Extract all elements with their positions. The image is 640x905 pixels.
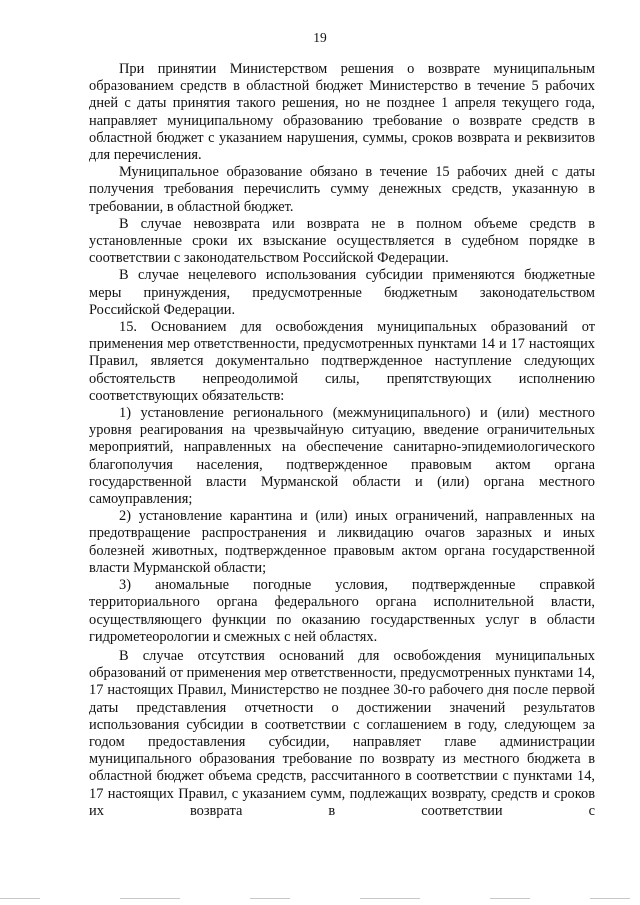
scan-edge-marks xyxy=(0,893,640,905)
paragraph-court-recovery: В случае невозврата или возврата не в полном объеме средств в установленные сроки их взыскание осуществляется в судебном порядке в соответствии с законодательством Российской Федерации. xyxy=(89,215,595,267)
list-item-weather: 3) аномальные погодные условия, подтвержденные справкой территориального органа федерального органа исполнительной власти, осуществляющего функции по оказанию государственных услуг в области гидрометеорологии и смежных с ней областях. xyxy=(89,577,595,645)
scan-mark xyxy=(490,898,530,899)
paragraph-return-decision: При принятии Министерством решения о возврате муниципальным образованием средств в областной бюджет Министерство в течение 5 рабочих дней с даты принятия такого решения, но не позднее 1 апреля текущего года, направляет муниципальному образованию требование о возврате средств в областной бюджет с указанием нарушения, суммы, сроков возврата и реквизитов для перечисления. xyxy=(89,61,595,164)
scan-mark xyxy=(250,898,290,899)
list-item-emergency: 1) установление регионального (межмуниципального) и (или) местного уровня реагирования на чрезвычайную ситуацию, введение ограничительных мероприятий, направленных на обеспечение санитарно-эпидемиологического благополучия населения, подтвержденное правовым актом органа государственной власти Мурманской области и (или) органа местного самоуправления; xyxy=(89,405,595,508)
scan-mark xyxy=(360,898,420,899)
paragraph-misuse-measures: В случае нецелевого использования субсидии применяются бюджетные меры принуждения, предусмотренные бюджетным законодательством Российской Федерации. xyxy=(89,267,595,318)
paragraph-return-deadline: Муниципальное образование обязано в течение 15 рабочих дней с даты получения требования перечислить сумму денежных средств, указанную в требовании, в областной бюджет. xyxy=(89,164,595,215)
paragraph-force-majeure: 15. Основанием для освобождения муниципальных образований от применения мер ответственности, предусмотренных пунктами 14 и 17 настоящих Правил, является документально подтвержденное наступление следующих обстоятельств непреодолимой силы, препятствующих исполнению соответствующих обязательств: xyxy=(89,319,595,404)
page-number: 19 xyxy=(313,30,327,45)
list-item-quarantine: 2) установление карантина и (или) иных ограничений, направленных на предотвращение распространения и ликвидацию очагов заразных и иных болезней животных, подтвержденное правовым актом органа государственной власти Мурманской области; xyxy=(89,508,595,576)
scan-mark xyxy=(0,898,40,899)
scan-mark xyxy=(120,898,180,899)
document-body xyxy=(89,61,595,820)
scan-mark xyxy=(590,898,630,899)
paragraph-return-requirement: В случае отсутствия оснований для освобождения муниципальных образований от применения мер ответственности, предусмотренных пунктами 14, 17 настоящих Правил, Министерство не позднее 30-го рабочего дня после первой даты представления отчетности о достижении значений результатов использования субсидии в соответствии с соглашением в году, следующем за годом предоставления субсидии, направляет главе администрации муниципального образования требование по возврату из местного бюджета в областной бюджет объема средств, рассчитанного в соответствии с пунктами 14, 17 настоящих Правил, с указанием сумм, подлежащих возврату, средств и сроков их возврата в соответствии с xyxy=(89,647,595,819)
